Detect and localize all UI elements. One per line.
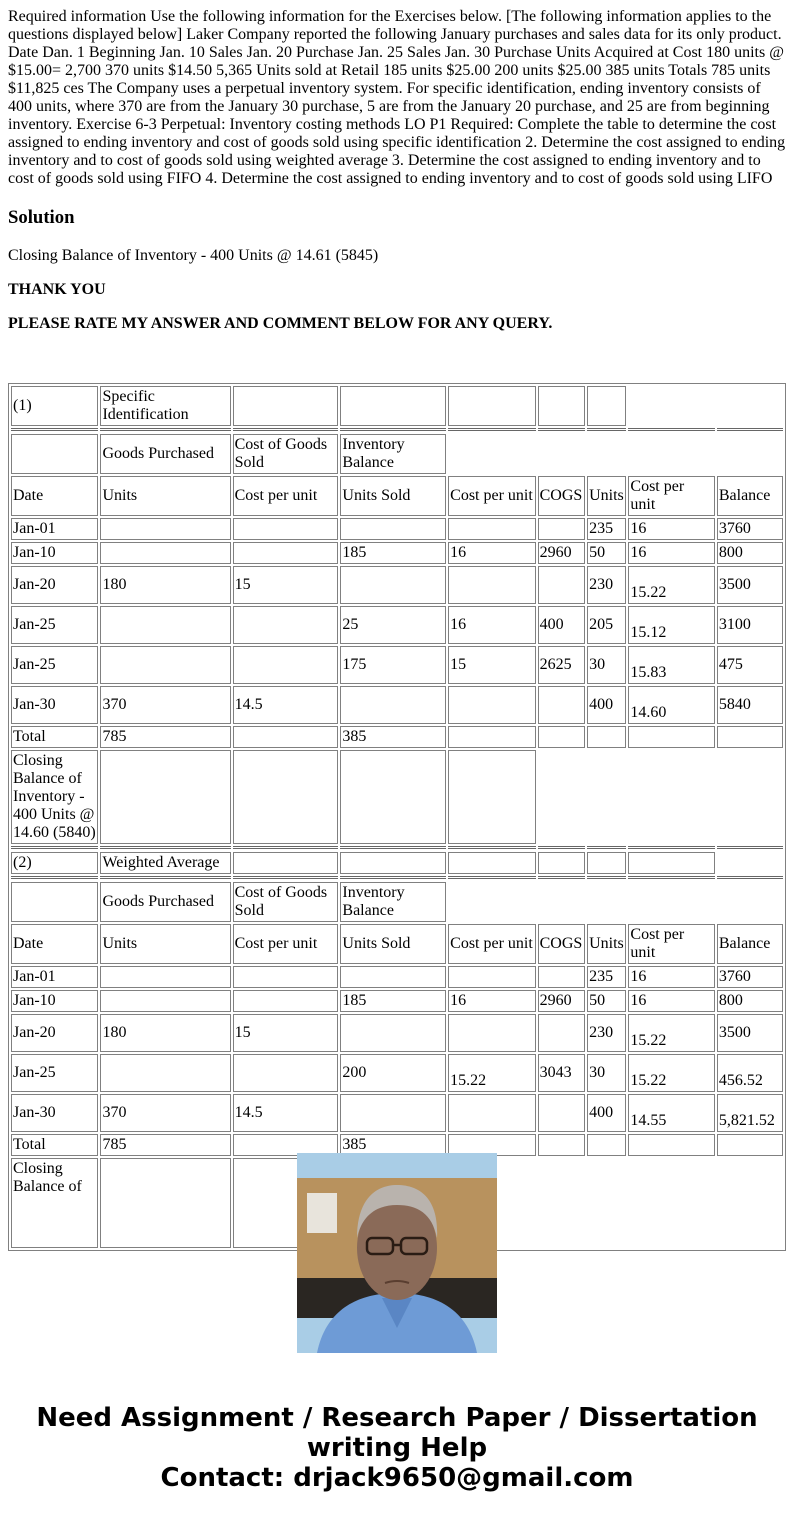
closing-balance-line: Closing Balance of Inventory - 400 Units @ 14.61 (5845) bbox=[8, 247, 379, 264]
section-divider bbox=[11, 846, 783, 850]
column-header-row: Date Units Cost per unit Units Sold Cost per unit COGS Units Cost per unit Balance bbox=[11, 924, 783, 964]
column-header-row: Date Units Cost per unit Units Sold Cost per unit COGS Units Cost per unit Balance bbox=[11, 476, 783, 516]
author-avatar bbox=[297, 1153, 497, 1353]
author-photo-icon bbox=[297, 1153, 497, 1353]
table-row: Jan-20 180 15 230 15.22 3500 bbox=[11, 566, 783, 604]
section-divider bbox=[11, 876, 783, 880]
thank-you-text: THANK YOU bbox=[8, 281, 106, 298]
solution-heading: Solution bbox=[8, 207, 75, 228]
table-row: Jan-25 200 15.22 3043 30 15.22 456.52 bbox=[11, 1054, 783, 1092]
section-method: Weighted Average bbox=[100, 852, 230, 874]
rate-request-text: PLEASE RATE MY ANSWER AND COMMENT BELOW FOR ANY QUERY. bbox=[8, 315, 553, 332]
total-row: Total 785 385 bbox=[11, 726, 783, 748]
closing-balance-cell: Closing Balance of bbox=[11, 1158, 98, 1248]
table-row: Jan-10 185 16 2960 50 16 800 bbox=[11, 990, 783, 1012]
group-header-row: Goods Purchased Cost of Goods Sold Inventory Balance bbox=[11, 882, 783, 922]
table-row: Jan-20 180 15 230 15.22 3500 bbox=[11, 1014, 783, 1052]
closing-balance-row bbox=[11, 750, 783, 844]
closing-balance-cell: Closing Balance of Inventory - 400 Units @ 14.60 (5840) bbox=[11, 750, 98, 844]
total-row: Total 785 385 bbox=[11, 1134, 783, 1156]
section-number: (2) bbox=[11, 852, 98, 874]
section-divider bbox=[11, 428, 783, 432]
promo-line-1: Need Assignment / Research Paper / Dissertation bbox=[36, 1403, 758, 1433]
inventory-ledger-table bbox=[8, 383, 786, 1251]
table-row: Jan-25 25 16 400 205 15.12 3100 bbox=[11, 606, 783, 644]
table-row: Jan-01 235 16 3760 bbox=[11, 518, 783, 540]
table-row: Jan-25 175 15 2625 30 15.83 475 bbox=[11, 646, 783, 684]
section-title-row bbox=[11, 386, 783, 426]
table-row: Jan-10 185 16 2960 50 16 800 bbox=[11, 542, 783, 564]
question-text: Required information Use the following information for the Exercises below. [The following information applies to the questions displayed below] Laker Company reported the following January purchases and sales data for its only product. Date Dan. 1 Beginning Jan. 10 Sales Jan. 20 Purchase Jan. 25 Sales Jan. 30 Purchase Units Acquired at Cost 180 units @ $15.00= 2,700 370 units $14.50 5,365 Units sold at Retail 185 units $25.00 200 units $25.00 385 units Totals 785 units $11,825 ces The Company uses a perpetual inventory system. For specific identification, ending inventory consists of 400 units, where 370 are from the January 30 purchase, 5 are from the January 20 purchase, and 25 are from beginning inventory. Exercise 6-3 Perpetual: Inventory costing methods LO P1 Required: Complete the table to determine the cost assigned to ending inventory and cost of goods sold using specific identification 2. Determine the cost assigned to ending inventory and to cost of goods sold using weighted average 3. Determine the cost assigned to ending inventory and to cost of goods sold using FIFO 4. Determine the cost assigned to ending inventory and to cost of goods sold using LIFO bbox=[8, 8, 786, 187]
promo-contact: Contact: drjack9650@gmail.com bbox=[160, 1463, 634, 1493]
promo-banner bbox=[0, 1403, 794, 1493]
group-header-row: Goods Purchased Cost of Goods Sold Inventory Balance bbox=[11, 434, 783, 474]
promo-line-2: writing Help bbox=[306, 1433, 488, 1463]
table-row: Jan-01 235 16 3760 bbox=[11, 966, 783, 988]
table-row: Jan-30 370 14.5 400 14.55 5,821.52 bbox=[11, 1094, 783, 1132]
ledger-table-container bbox=[8, 383, 786, 1195]
table-row: Jan-30 370 14.5 400 14.60 5840 bbox=[11, 686, 783, 724]
section-method: Specific Identification bbox=[100, 386, 230, 426]
section-number: (1) bbox=[11, 386, 98, 426]
section-title-row bbox=[11, 852, 783, 874]
